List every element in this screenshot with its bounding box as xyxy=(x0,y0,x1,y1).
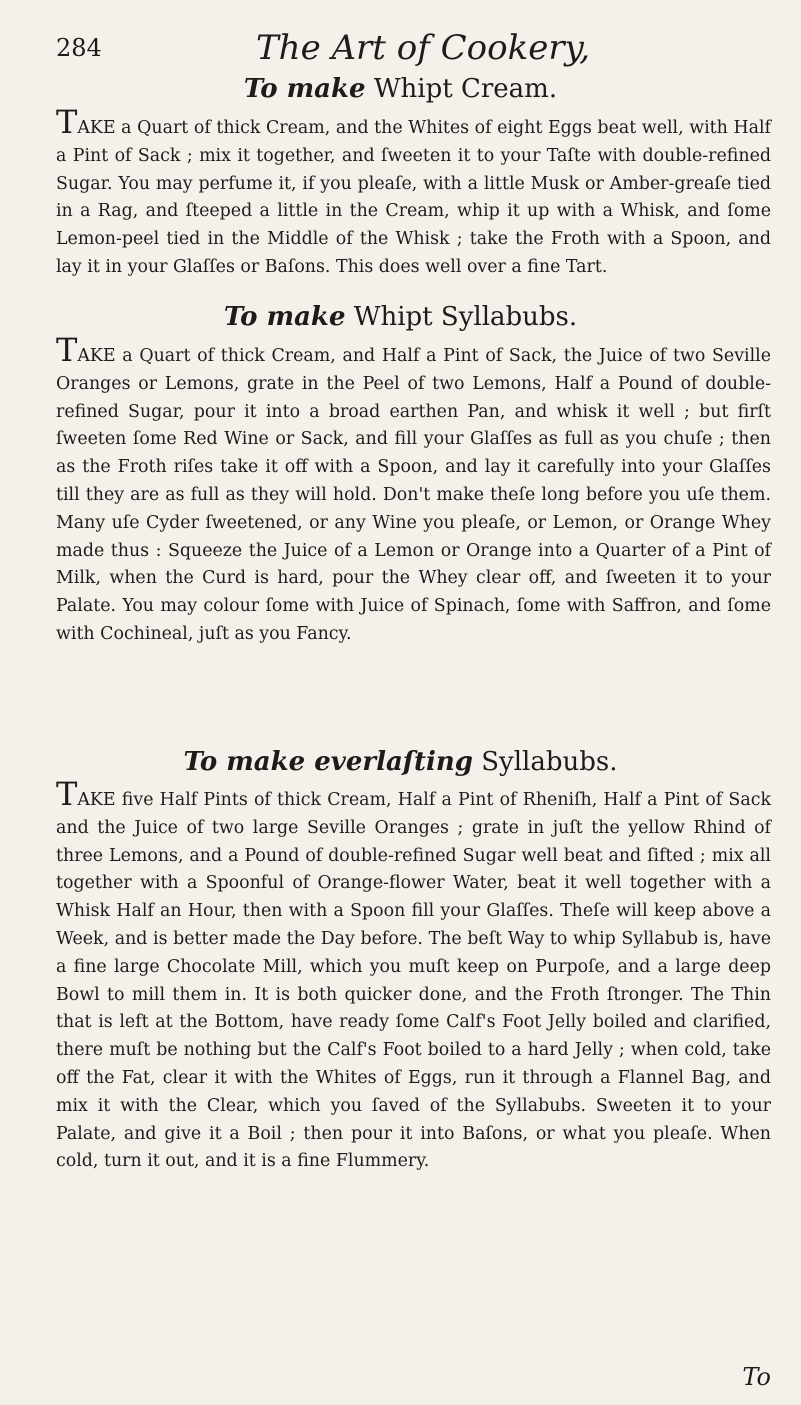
catchword: To xyxy=(742,1363,771,1391)
paragraph-text: AKE a Quart of thick Cream, and Half a Pint of Sack, the Juice of two Seville Oranges or Lemons, grate in the Peel of two Lemons, Half a Pound of double-refined Sugar, pour it into a broad earthen Pan, and whisk it well ; but firſt ſweeten ſome Red Wine or Sack, and fill your Glaſſes as full as you chuſe ; then as the Froth riſes take it off with a Spoon, and lay it carefully into your Glaſſes till they are as full as they will hold. Don't make theſe long before you uſe them. Many uſe Cyder ſweetened, or any Wine you pleaſe, or Lemon, or Orange Whey made thus : Squeeze the Juice of a Lemon or Orange into a Quarter of a Pint of Milk, when the Curd is hard, pour the Whey clear off, and ſweeten it to your Palate. You may colour ſome with Juice of Spinach, ſome with Saffron, and ſome with Cochineal, juſt as you Fancy. xyxy=(56,346,771,644)
running-head xyxy=(56,28,761,78)
initial-letter: T xyxy=(56,331,78,369)
heading-prefix: To make xyxy=(243,74,366,104)
recipe-heading-everlasting-syllabubs xyxy=(0,747,801,777)
recipe-heading-whipt-syllabubs xyxy=(0,302,801,332)
page-number: 284 xyxy=(56,34,102,62)
paragraph-text: AKE five Half Pints of thick Cream, Half a Pint of Rheniſh, Half a Pint of Sack and the Juice of two large Seville Oranges ; grate in juſt the yellow Rhind of three Lemons, and a Pound of double-refined Sugar well beat and ſifted ; mix all together with a Spoonful of Orange-flower Water, beat it well together with a Whisk Half an Hour, then with a Spoon fill your Glaſſes. Theſe will keep above a Week, and is better made the Day before. The beſt Way to whip Syllabub is, have a fine large Chocolate Mill, which you muſt keep on Purpoſe, and a large deep Bowl to mill them in. It is both quicker done, and the Froth ſtronger. The Thin that is left at the Bottom, have ready ſome Calf's Foot Jelly boiled and clarified, there muſt be nothing but the Calf's Foot boiled to a hard Jelly ; when cold, take off the Fat, clear it with the Whites of Eggs, run it through a Flannel Bag, and mix it with the Clear, which you ſaved of the Syllabubs. Sweeten it to your Palate, and give it a Boil ; then pour it into Baſons, or what you pleaſe. When cold, turn it out, and it is a fine Flummery. xyxy=(56,790,771,1172)
running-title: The Art of Cookery, xyxy=(256,28,591,68)
initial-letter: T xyxy=(56,775,78,813)
heading-main: Whipt Cream. xyxy=(373,74,558,104)
heading-prefix: To make everlaſting xyxy=(183,747,473,777)
recipe-text-whipt-syllabubs xyxy=(56,331,771,649)
recipe-text-everlasting-syllabubs xyxy=(56,775,771,1176)
heading-prefix: To make xyxy=(223,302,346,332)
recipe-heading-whipt-cream xyxy=(0,74,801,104)
recipe-text-whipt-cream xyxy=(56,103,771,282)
initial-letter: T xyxy=(56,103,78,141)
heading-main: Whipt Syllabubs. xyxy=(353,302,578,332)
heading-main: Syllabubs. xyxy=(481,747,618,777)
paragraph-text: AKE a Quart of thick Cream, and the Whites of eight Eggs beat well, with Half a Pint of Sack ; mix it together, and ſweeten it to your Taſte with double-refined Sugar. You may perfume it, if you pleaſe, with a little Musk or Amber-greaſe tied in a Rag, and ſteeped a little in the Cream, whip it up with a Whisk, and ſome Lemon-peel tied in the Middle of the Whisk ; take the Froth with a Spoon, and lay it in your Glaſſes or Baſons. This does well over a fine Tart. xyxy=(56,118,771,277)
